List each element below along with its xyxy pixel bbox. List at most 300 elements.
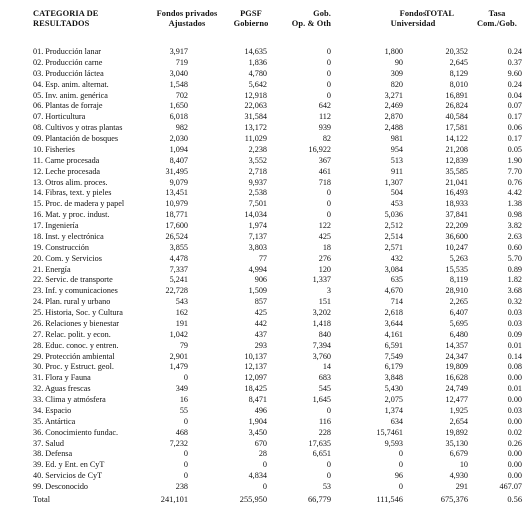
row-private: 543	[175, 297, 188, 307]
row-gob: 461	[318, 166, 331, 176]
row-category: 15. Proc. de madera y papel	[33, 199, 125, 209]
table-row	[0, 308, 530, 319]
row-gob: 122	[318, 221, 331, 230]
row-gob: 151	[318, 297, 331, 307]
table-row	[0, 254, 530, 265]
row-pgsf: 28	[258, 449, 267, 459]
row-total: 2,265	[449, 297, 468, 307]
table-row	[0, 275, 530, 286]
row-gob: 0	[326, 188, 331, 198]
row-university: 634	[390, 416, 403, 426]
row-category: 37. Salud	[33, 438, 64, 448]
row-category: 28. Educ. conoc. y entren.	[33, 340, 119, 350]
row-category: 11. Carne procesada	[33, 155, 100, 165]
table-row	[0, 265, 530, 276]
row-rate: 0.00	[507, 395, 522, 404]
row-university: 714	[390, 297, 403, 307]
row-total: 36,600	[445, 231, 468, 241]
row-university: 981	[390, 134, 403, 143]
row-private: 17,600	[165, 221, 188, 230]
table-row	[0, 232, 530, 243]
row-private: 7,232	[169, 438, 188, 448]
row-total: 1,925	[449, 405, 468, 415]
row-category: 25. Historia, Soc. y Cultura	[33, 308, 123, 317]
row-pgsf: 0	[262, 482, 267, 491]
row-university: 2,571	[384, 242, 403, 252]
row-private: 10,979	[165, 199, 188, 209]
row-rate: 0.76	[507, 177, 522, 187]
total-private: 241,101	[160, 495, 188, 504]
row-private: 5,241	[169, 275, 188, 285]
row-university: 513	[390, 155, 403, 165]
row-category: 18. Inst. y electrónica	[33, 231, 104, 241]
row-pgsf: 7,501	[248, 199, 267, 209]
row-pgsf: 496	[254, 405, 267, 415]
table-row	[0, 449, 530, 460]
row-gob: 82	[322, 134, 331, 143]
table-row	[0, 330, 530, 341]
row-university: 911	[391, 166, 403, 176]
row-university: 3,848	[384, 373, 403, 383]
row-category: 07. Horticultura	[33, 112, 86, 122]
row-rate: 0.89	[507, 264, 522, 274]
row-private: 13,451	[165, 188, 188, 198]
row-pgsf: 14,034	[244, 210, 267, 220]
row-rate: 467.07	[499, 482, 522, 491]
row-pgsf: 13,172	[244, 123, 267, 133]
row-gob: 1,645	[312, 395, 331, 404]
row-rate: 0.00	[507, 449, 522, 459]
row-total: 8,119	[449, 275, 468, 285]
row-gob: 683	[318, 373, 331, 383]
row-rate: 0.01	[507, 384, 522, 394]
row-gob: 545	[318, 384, 331, 394]
row-total: 8,010	[449, 79, 468, 89]
row-total: 6,407	[449, 308, 468, 317]
row-category: 12. Leche procesada	[33, 166, 101, 176]
row-university: 0	[398, 449, 403, 459]
row-rate: 0.24	[507, 79, 522, 89]
row-total: 12,477	[445, 395, 468, 404]
total-total: 675,376	[440, 495, 468, 504]
row-university: 5,430	[384, 384, 403, 394]
row-private: 9,079	[169, 177, 188, 187]
table-row	[0, 395, 530, 406]
row-pgsf: 18,425	[244, 384, 267, 394]
row-category: 39. Ed. y Ent. en CyT	[33, 460, 105, 470]
row-total: 35,585	[445, 166, 468, 176]
row-pgsf: 425	[254, 308, 267, 317]
row-private: 719	[175, 57, 188, 67]
row-category: 29. Protección ambiental	[33, 351, 115, 361]
row-pgsf: 77	[258, 253, 267, 263]
row-university: 6,591	[384, 340, 403, 350]
row-private: 238	[175, 482, 188, 491]
row-total: 5,263	[449, 253, 468, 263]
row-gob: 642	[318, 101, 331, 111]
row-rate: 0.00	[507, 460, 522, 470]
row-gob: 0	[326, 57, 331, 67]
row-gob: 0	[326, 405, 331, 415]
row-category: 31. Flora y Fauna	[33, 373, 91, 383]
row-pgsf: 4,994	[248, 264, 267, 274]
row-total: 24,347	[445, 351, 468, 361]
row-total: 17,581	[445, 123, 468, 133]
row-total: 8,129	[449, 68, 468, 78]
table-row	[0, 221, 530, 232]
total-label: Total	[33, 495, 51, 504]
table-row	[0, 167, 530, 178]
table-row	[0, 439, 530, 450]
row-rate: 0.17	[507, 112, 522, 122]
row-total: 22,209	[445, 221, 468, 230]
row-pgsf: 10,137	[244, 351, 267, 361]
row-private: 0	[183, 460, 188, 470]
row-category: 21. Energía	[33, 264, 71, 274]
row-total: 40,584	[445, 112, 468, 122]
row-private: 2,901	[169, 351, 188, 361]
row-rate: 0.06	[507, 123, 522, 133]
row-pgsf: 2,238	[248, 144, 267, 154]
row-rate: 2.63	[507, 231, 522, 241]
row-university: 1,800	[384, 47, 403, 56]
table-row	[0, 69, 530, 80]
row-category: 16. Mat. y proc. indust.	[33, 210, 110, 220]
row-total: 16,493	[445, 188, 468, 198]
row-gob: 1,418	[312, 318, 331, 328]
row-university: 96	[394, 471, 403, 481]
row-category: 10. Fisheries	[33, 144, 75, 154]
row-university: 2,469	[384, 101, 403, 111]
row-category: 02. Producción carne	[33, 57, 103, 67]
row-university: 635	[390, 275, 403, 285]
total-rate: 0.56	[507, 495, 522, 504]
row-gob: 3,760	[312, 351, 331, 361]
row-category: 26. Relaciones y bienestar	[33, 318, 119, 328]
row-total: 2,654	[449, 416, 468, 426]
row-pgsf: 12,097	[244, 373, 267, 383]
row-category: 20. Com. y Servicios	[33, 253, 102, 263]
row-total: 21,208	[445, 144, 468, 154]
row-gob: 367	[318, 155, 331, 165]
row-university: 0	[398, 482, 403, 491]
row-gob: 0	[326, 460, 331, 470]
row-private: 1,094	[169, 144, 188, 154]
row-private: 1,042	[169, 329, 188, 339]
row-rate: 0.01	[507, 340, 522, 350]
table-row	[0, 243, 530, 254]
row-university: 2,514	[384, 231, 403, 241]
table-row	[0, 80, 530, 91]
table-row	[0, 319, 530, 330]
total-gob: 66,779	[307, 495, 331, 504]
table-row	[0, 362, 530, 373]
row-total: 35,130	[445, 438, 468, 448]
row-total: 6,679	[449, 449, 468, 459]
row-university: 2,618	[384, 308, 403, 317]
row-total: 14,357	[445, 340, 468, 350]
row-category: 34. Espacio	[33, 405, 72, 415]
row-private: 3,917	[169, 47, 188, 56]
row-private: 55	[179, 405, 188, 415]
row-private: 22,728	[165, 286, 188, 296]
row-total: 16,891	[445, 90, 468, 100]
table-row	[0, 112, 530, 123]
row-rate: 0.04	[507, 90, 522, 100]
row-gob: 0	[326, 79, 331, 89]
row-private: 702	[175, 90, 188, 100]
header-university-funds: Fondos Universidad	[390, 9, 436, 28]
row-rate: 0.37	[507, 57, 522, 67]
row-category: 03. Producción láctea	[33, 68, 104, 78]
row-category: 36. Conocimiento fundac.	[33, 427, 119, 437]
row-total: 2,645	[449, 57, 468, 67]
row-rate: 3.68	[507, 286, 522, 296]
row-gob: 1,337	[312, 275, 331, 285]
row-gob: 0	[326, 471, 331, 481]
row-pgsf: 442	[254, 318, 267, 328]
row-university: 5,036	[384, 210, 403, 220]
row-category: 04. Esp. anim. alternat.	[33, 79, 109, 89]
row-gob: 0	[326, 47, 331, 56]
row-pgsf: 4,834	[248, 471, 267, 481]
row-private: 0	[183, 471, 188, 481]
row-pgsf: 1,836	[248, 57, 267, 67]
row-university: 432	[390, 253, 403, 263]
row-university: 4,670	[384, 286, 403, 296]
row-rate: 5.70	[507, 253, 522, 263]
row-private: 349	[175, 384, 188, 394]
row-private: 191	[175, 318, 188, 328]
row-total: 5,695	[449, 318, 468, 328]
row-pgsf: 5,642	[248, 79, 267, 89]
row-rate: 1.38	[507, 199, 522, 209]
row-private: 162	[175, 308, 188, 317]
total-row	[0, 494, 530, 506]
row-rate: 0.17	[507, 134, 522, 143]
row-rate: 7.70	[507, 166, 522, 176]
row-category: 14. Fibras, text. y pieles	[33, 188, 112, 198]
row-private: 0	[183, 416, 188, 426]
row-category: 30. Proc. y Estruct. geol.	[33, 362, 114, 372]
row-category: 32. Aguas frescas	[33, 384, 91, 394]
row-university: 2,870	[384, 112, 403, 122]
table-row	[0, 188, 530, 199]
row-pgsf: 437	[254, 329, 267, 339]
total-pgsf: 255,950	[239, 495, 267, 504]
row-university: 1,307	[384, 177, 403, 187]
row-rate: 0.32	[507, 297, 522, 307]
row-university: 15,7461	[376, 427, 403, 437]
row-private: 3,040	[169, 68, 188, 78]
row-private: 6,018	[169, 112, 188, 122]
row-rate: 0.60	[507, 242, 522, 252]
header-pgsf: PGSF Gobierno	[233, 9, 269, 28]
row-total: 19,809	[445, 362, 468, 372]
header-gob: Gob. Op. & Oth	[291, 9, 331, 28]
row-university: 504	[390, 188, 403, 198]
row-total: 6,480	[449, 329, 468, 339]
row-gob: 425	[318, 231, 331, 241]
row-gob: 53	[322, 482, 331, 491]
row-rate: 0.24	[507, 47, 522, 56]
row-rate: 0.07	[507, 101, 522, 111]
row-university: 2,075	[384, 395, 403, 404]
row-pgsf: 2,538	[248, 188, 267, 198]
row-university: 309	[390, 68, 403, 78]
row-university: 3,644	[384, 318, 403, 328]
row-total: 26,824	[445, 101, 468, 111]
row-pgsf: 857	[254, 297, 267, 307]
table-row	[0, 91, 530, 102]
row-rate: 1.82	[507, 275, 522, 285]
table-row	[0, 123, 530, 134]
row-total: 19,892	[445, 427, 468, 437]
table-row	[0, 101, 530, 112]
row-gob: 116	[319, 416, 331, 426]
row-private: 4,478	[169, 253, 188, 263]
row-total: 28,910	[445, 286, 468, 296]
table-row	[0, 460, 530, 471]
row-gob: 718	[318, 177, 331, 187]
row-category: 38. Defensa	[33, 449, 73, 459]
row-pgsf: 1,974	[248, 221, 267, 230]
row-rate: 3.82	[507, 221, 522, 230]
row-gob: 276	[318, 253, 331, 263]
row-gob: 0	[326, 68, 331, 78]
row-total: 14,122	[445, 134, 468, 143]
row-university: 1,374	[384, 405, 403, 415]
row-university: 954	[390, 144, 403, 154]
row-university: 453	[390, 199, 403, 209]
row-category: 06. Plantas de forraje	[33, 101, 103, 111]
table-row	[0, 286, 530, 297]
row-pgsf: 3,803	[248, 242, 267, 252]
row-category: 99. Desconocido	[33, 482, 89, 491]
row-rate: 0.00	[507, 373, 522, 383]
row-university: 2,488	[384, 123, 403, 133]
table-row	[0, 145, 530, 156]
row-private: 16	[179, 395, 188, 404]
row-total: 37,841	[445, 210, 468, 220]
row-pgsf: 0	[262, 460, 267, 470]
row-category: 17. Ingeniería	[33, 221, 79, 230]
table-row	[0, 297, 530, 308]
row-gob: 939	[318, 123, 331, 133]
row-university: 9,593	[384, 438, 403, 448]
row-total: 20,352	[445, 47, 468, 56]
row-pgsf: 1,904	[248, 416, 267, 426]
row-category: 09. Plantación de bosques	[33, 134, 119, 143]
header-category: CATEGORIA DE RESULTADOS	[33, 9, 99, 28]
table-row	[0, 482, 530, 493]
table-row	[0, 373, 530, 384]
row-gob: 18	[322, 242, 331, 252]
row-private: 8,407	[169, 155, 188, 165]
row-pgsf: 3,450	[248, 427, 267, 437]
row-private: 2,030	[169, 134, 188, 143]
row-total: 18,933	[445, 199, 468, 209]
row-private: 79	[179, 340, 188, 350]
row-total: 21,041	[445, 177, 468, 187]
table-row	[0, 178, 530, 189]
row-rate: 0.03	[507, 308, 522, 317]
row-private: 31,495	[165, 166, 188, 176]
row-university: 90	[394, 57, 403, 67]
row-gob: 112	[319, 112, 331, 122]
row-pgsf: 12,137	[244, 362, 267, 372]
row-category: 08. Cultivos y otras plantas	[33, 123, 123, 133]
row-pgsf: 2,718	[248, 166, 267, 176]
row-rate: 0.09	[507, 329, 522, 339]
row-category: 19. Construcción	[33, 242, 89, 252]
row-pgsf: 12,918	[244, 90, 267, 100]
row-university: 2,512	[384, 221, 403, 230]
row-pgsf: 31,584	[244, 112, 267, 122]
row-category: 40. Servicios de CyT	[33, 471, 103, 481]
row-rate: 0.98	[507, 210, 522, 220]
row-gob: 3,202	[312, 308, 331, 317]
row-pgsf: 4,780	[248, 68, 267, 78]
results-table-body	[0, 47, 530, 493]
table-row	[0, 471, 530, 482]
row-private: 468	[175, 427, 188, 437]
row-pgsf: 670	[254, 438, 267, 448]
table-row	[0, 47, 530, 58]
row-category: 05. Inv. anim. genérica	[33, 90, 108, 100]
row-rate: 4.42	[507, 188, 522, 198]
row-pgsf: 906	[254, 275, 267, 285]
row-gob: 16,922	[308, 144, 331, 154]
row-gob: 14	[322, 362, 331, 372]
row-pgsf: 1,509	[248, 286, 267, 296]
header-total: TOTAL	[425, 9, 455, 18]
row-pgsf: 8,471	[248, 395, 267, 404]
row-private: 26,524	[165, 231, 188, 241]
row-total: 15,535	[445, 264, 468, 274]
table-row	[0, 199, 530, 210]
row-gob: 0	[326, 90, 331, 100]
row-total: 12,839	[445, 155, 468, 165]
row-rate: 0.02	[507, 427, 522, 437]
row-category: 01. Producción lanar	[33, 47, 101, 56]
row-private: 982	[175, 123, 188, 133]
row-rate: 0.14	[507, 351, 522, 361]
row-total: 24,749	[445, 384, 468, 394]
row-rate: 0.03	[507, 318, 522, 328]
table-row	[0, 428, 530, 439]
row-private: 0	[183, 373, 188, 383]
row-university: 7,549	[384, 351, 403, 361]
row-gob: 0	[326, 199, 331, 209]
row-total: 291	[455, 482, 468, 491]
row-gob: 3	[326, 286, 331, 296]
total-university: 111,546	[376, 495, 403, 504]
table-row	[0, 341, 530, 352]
row-category: 22. Servic. de transporte	[33, 275, 113, 285]
row-gob: 7,394	[312, 340, 331, 350]
row-gob: 17,635	[308, 438, 331, 448]
row-gob: 840	[318, 329, 331, 339]
row-gob: 228	[318, 427, 331, 437]
row-total: 16,628	[445, 373, 468, 383]
header-private-funds: Fondos privados Ajustados	[156, 9, 218, 28]
row-pgsf: 7,137	[248, 231, 267, 241]
table-row	[0, 417, 530, 428]
row-total: 10,247	[445, 242, 468, 252]
row-university: 820	[390, 79, 403, 89]
row-pgsf: 11,029	[244, 134, 267, 143]
